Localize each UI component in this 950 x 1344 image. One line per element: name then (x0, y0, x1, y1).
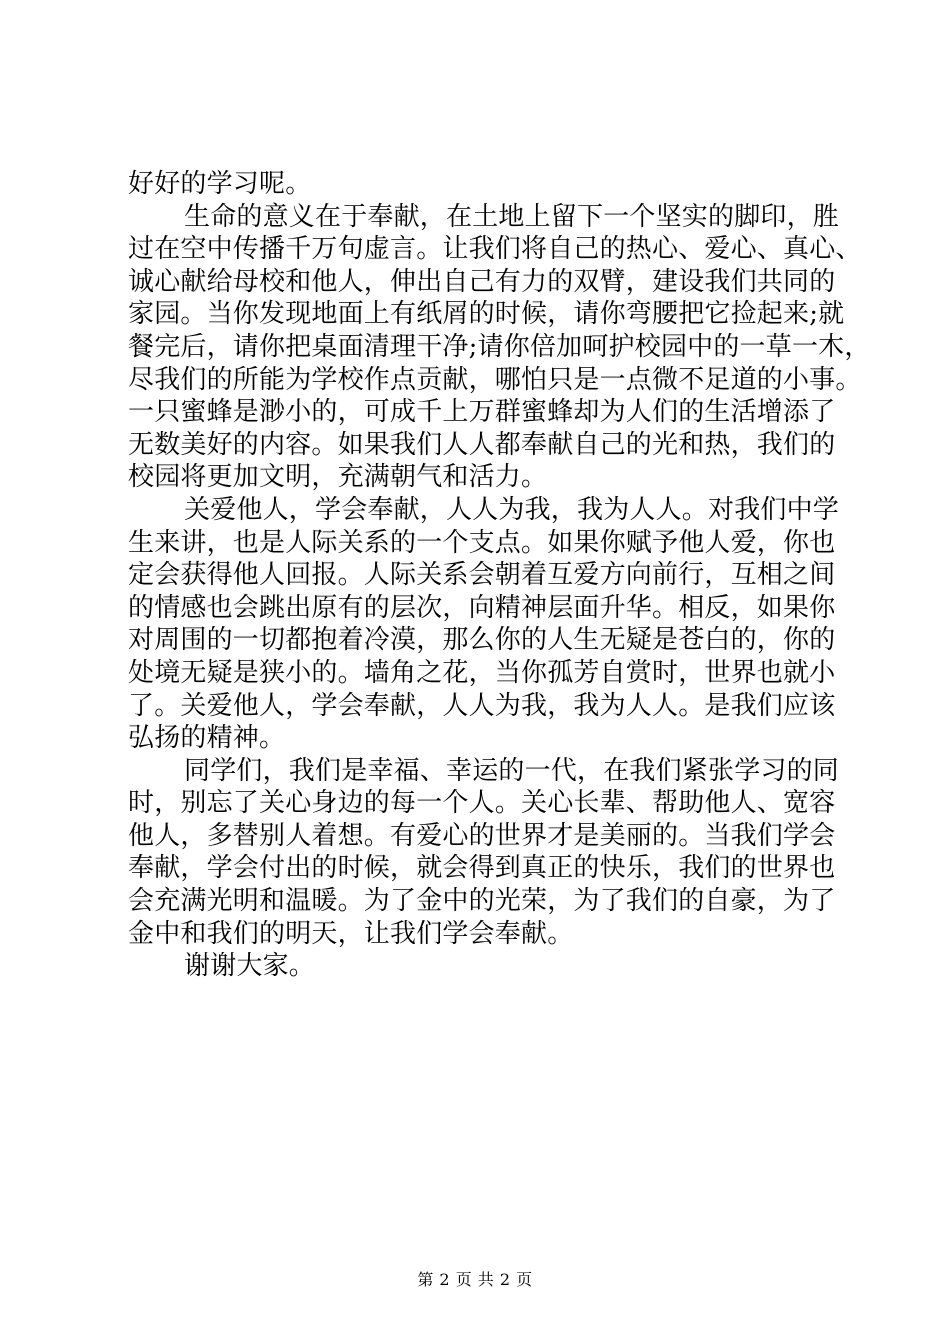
text-line: 关爱他人，学会奉献，人人为我，我为人人。对我们中学 (184, 494, 840, 525)
text-line: 餐完后，请你把桌面清理干净;请你倍加呵护校园中的一草一木， (128, 331, 871, 362)
text-line: 他人，多替别人着想。有爱心的世界才是美丽的。当我们学会 (128, 820, 836, 851)
text-line: 时，别忘了关心身边的每一个人。关心长辈、帮助他人、宽容 (128, 788, 836, 819)
text-line: 无数美好的内容。如果我们人人都奉献自己的光和热，我们的 (128, 429, 836, 460)
text-line: 好好的学习呢。 (128, 169, 312, 199)
text-line: 校园将更加文明，充满朝气和活力。 (128, 462, 548, 493)
text-line: 的情感也会跳出原有的层次，向精神层面升华。相反，如果你 (128, 592, 836, 623)
text-line: 会充满光明和温暖。为了金中的光荣，为了我们的自豪，为了 (128, 886, 836, 917)
text-line: 生来讲，也是人际关系的一个支点。如果你赋予他人爱，你也 (128, 527, 836, 558)
text-line: 过在空中传播千万句虚言。让我们将自己的热心、爱心、真心、 (128, 234, 862, 265)
document-body (128, 168, 871, 983)
text-line: 了。关爱他人，学会奉献，人人为我，我为人人。是我们应该 (128, 690, 836, 721)
text-line: 生命的意义在于奉献，在土地上留下一个坚实的脚印，胜 (184, 201, 840, 232)
text-line: 同学们，我们是幸福、幸运的一代，在我们紧张学习的同 (184, 755, 840, 786)
text-line: 诚心献给母校和他人，伸出自己有力的双臂，建设我们共同的 (128, 266, 836, 297)
page-footer: 第 2 页 共 2 页 (417, 1270, 533, 1289)
text-line: 对周围的一切都抱着冷漠，那么你的人生无疑是苍白的，你的 (128, 625, 836, 656)
text-line: 弘扬的精神。 (128, 723, 286, 754)
text-line: 尽我们的所能为学校作点贡献，哪怕只是一点微不足道的小事。 (128, 364, 862, 395)
text-line: 金中和我们的明天，让我们学会奉献。 (128, 918, 574, 949)
text-line: 一只蜜蜂是渺小的，可成千上万群蜜蜂却为人们的生活增添了 (128, 397, 836, 428)
text-line: 家园。当你发现地面上有纸屑的时候，请你弯腰把它捡起来;就 (128, 299, 845, 330)
text-line: 处境无疑是狭小的。墙角之花，当你孤芳自赏时，世界也就小 (128, 657, 836, 688)
text-line: 奉献，学会付出的时候，就会得到真正的快乐，我们的世界也 (128, 853, 836, 884)
text-line: 定会获得他人回报。人际关系会朝着互爱方向前行，互相之间 (128, 560, 836, 591)
text-line: 谢谢大家。 (184, 951, 316, 982)
